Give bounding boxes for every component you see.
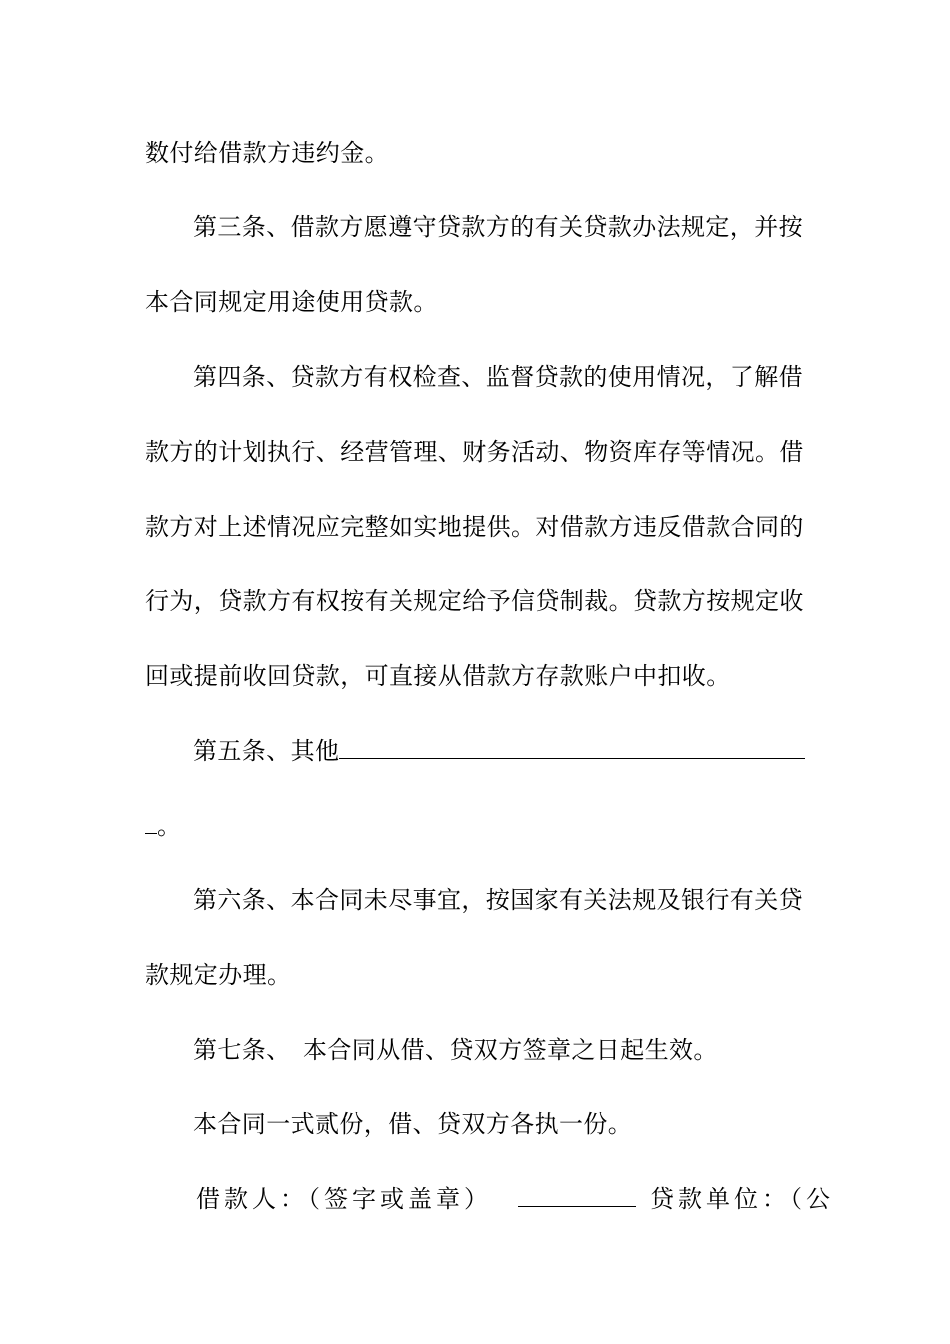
article-7-line: 第七条、 本合同从借、贷双方签章之日起生效。 <box>193 1036 718 1064</box>
article-3-line-2: 本合同规定用途使用贷款。 <box>145 288 438 316</box>
paragraph-line: 数付给借款方违约金。 <box>145 139 389 167</box>
borrower-signature-label: 借款人：（签字或盖章） <box>196 1185 492 1213</box>
article-3-line-1: 第三条、借款方愿遵守贷款方的有关贷款办法规定，并按 <box>193 213 803 241</box>
signature-blank <box>518 1184 636 1207</box>
article-4-line-4: 行为，贷款方有权按有关规定给予信贷制裁。贷款方按规定收 <box>145 587 804 615</box>
article-4-line-2: 款方的计划执行、经营管理、财务活动、物资库存等情况。借 <box>145 438 804 466</box>
article-4-line-1: 第四条、贷款方有权检查、监督贷款的使用情况，了解借 <box>193 363 803 391</box>
fill-in-blank-end <box>145 811 157 834</box>
article-5-line-2 <box>145 811 810 841</box>
article-6-line-2: 款规定办理。 <box>145 961 292 989</box>
article-5-end-punct: 。 <box>157 812 182 840</box>
copies-line: 本合同一式贰份，借、贷双方各执一份。 <box>193 1110 633 1138</box>
article-5-line-1 <box>193 736 810 766</box>
fill-in-blank <box>339 736 805 759</box>
article-5-label: 第五条、其他 <box>193 737 340 765</box>
signature-line <box>196 1184 834 1214</box>
article-6-line-1: 第六条、本合同未尽事宜，按国家有关法规及银行有关贷 <box>193 886 803 914</box>
lender-signature-label: 贷款单位：（公 <box>650 1185 834 1213</box>
article-4-line-3: 款方对上述情况应完整如实地提供。对借款方违反借款合同的 <box>145 513 804 541</box>
article-4-line-5: 回或提前收回贷款，可直接从借款方存款账户中扣收。 <box>145 662 731 690</box>
